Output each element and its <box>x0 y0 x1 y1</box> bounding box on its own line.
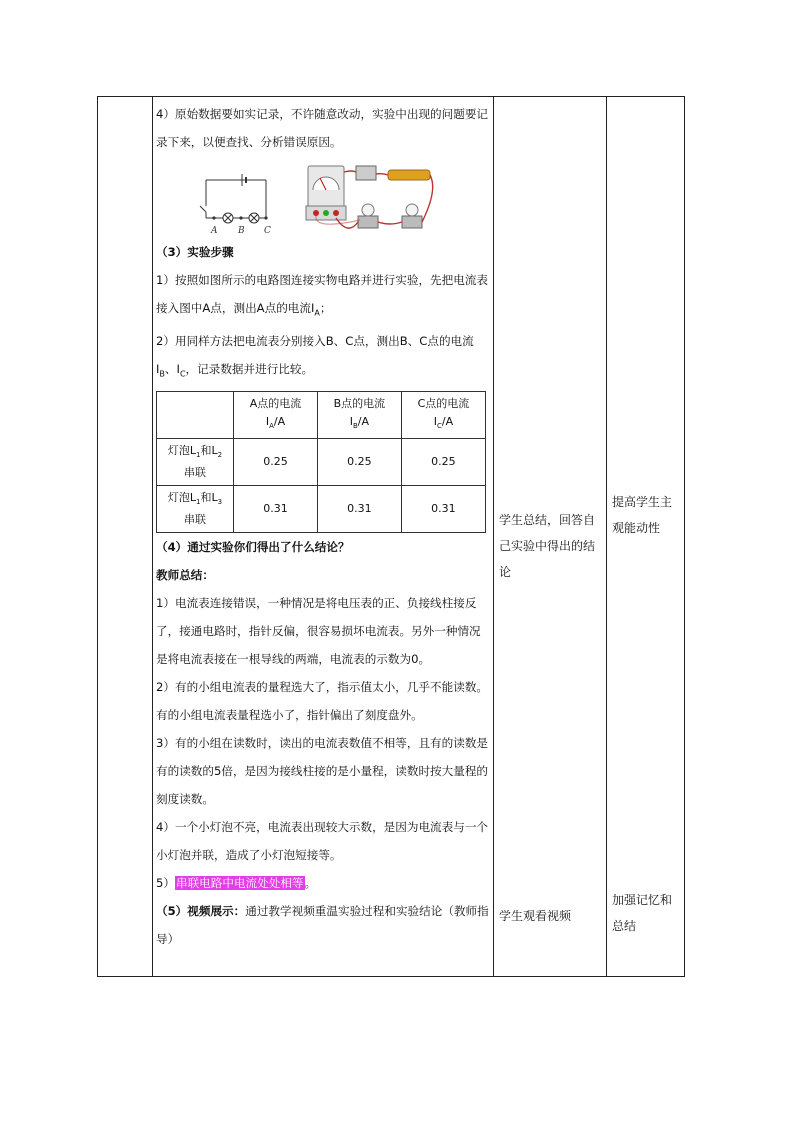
teacher-summary-label: 教师总结： <box>156 568 214 583</box>
header-cell-a: A点的电流 $I_A/A$ <box>234 391 318 438</box>
step3-title: （3）实验步骤 <box>156 245 234 259</box>
step5-paragraph: （5）视频展示：通过教学视频重温实验过程和实验结论（教师指导） <box>156 904 489 947</box>
current-measurement-table <box>156 391 486 534</box>
point-label-c: C <box>264 226 271 236</box>
table-cell: 0.25 <box>401 438 485 485</box>
table-cell: 0.31 <box>401 486 485 533</box>
point-label-a: A <box>211 226 218 236</box>
table-cell: 0.25 <box>317 438 401 485</box>
table-cell: 0.25 <box>234 438 318 485</box>
table-cell: 0.31 <box>317 486 401 533</box>
step1-text: 1）按照如图所示的电路图连接实物电路并进行实验，先把电流表接入图中A点，测出A点的电流$I_A$； <box>156 273 489 318</box>
row-label: 灯泡$L_1$和$L_2$ 串联 <box>157 438 234 485</box>
conclusion-4: 4）一个小灯泡不亮，电流表出现较大示数，是因为电流表与一个小灯泡并联，造成了小灯泡短接等。 <box>156 820 489 863</box>
table-row <box>157 486 486 533</box>
highlighted-conclusion: 串联电路中电流处处相等 <box>175 876 304 891</box>
conclusion-5: 5）串联电路中电流处处相等。 <box>156 876 317 891</box>
conclusion-3: 3）有的小组在读数时，读出的电流表数值不相等，且有的读数是有的读数的5倍，是因为接线柱接的是小量程，读数时按大量程的刻度读数。 <box>156 736 489 807</box>
physical-circuit-illustration <box>306 166 433 228</box>
header-cell-b: B点的电流 $I_B/A$ <box>317 391 401 438</box>
table-row <box>157 438 486 485</box>
column-divider <box>493 97 494 976</box>
circuit-diagram <box>156 160 446 238</box>
student-activity-1: 学生总结，回答自己实验中得出的结论 <box>499 513 596 579</box>
student-activity-2: 学生观看视频 <box>499 909 572 923</box>
design-intent-2: 加强记忆和总结 <box>612 893 673 933</box>
paragraph-original-data: 4）原始数据要如实记录，不许随意改动，实验中出现的问题要记录下来，以便查找、分析错误原因。 <box>156 107 489 149</box>
circuit-figures <box>156 160 491 238</box>
conclusion-2b: 有的小组电流表量程选小了，指针偏出了刻度盘外。 <box>156 708 423 723</box>
point-label-b: B <box>238 226 245 236</box>
step4-title: （4）通过实验你们得出了什么结论？ <box>156 540 350 555</box>
conclusion-2a: 2）有的小组电流表的量程选大了，指示值太小，几乎不能读数。 <box>156 680 489 695</box>
conclusion-1: 1）电流表连接错误，一种情况是将电压表的正、负接线柱接反了，接通电路时，指针反偏，很容易损坏电流表。另外一种情况是将电流表接在一根导线的两端，电流表的示数为0。 <box>156 596 481 667</box>
teaching-content-column <box>156 97 491 953</box>
table-header-row <box>157 391 486 438</box>
header-cell-c: C点的电流 $I_C/A$ <box>401 391 485 438</box>
design-intent-1: 提高学生主观能动性 <box>612 495 673 535</box>
table-corner-cell <box>157 391 234 438</box>
step2-text: 2）用同样方法把电流表分别接入B、C点，测出B、C点的电流$I_B$、$I_C$，记录数据并进行比较。 <box>156 334 474 379</box>
row-label: 灯泡$L_1$和$L_3$ 串联 <box>157 486 234 533</box>
column-divider <box>606 97 607 976</box>
lesson-table <box>97 96 685 977</box>
table-cell: 0.31 <box>234 486 318 533</box>
column-divider <box>152 97 153 976</box>
